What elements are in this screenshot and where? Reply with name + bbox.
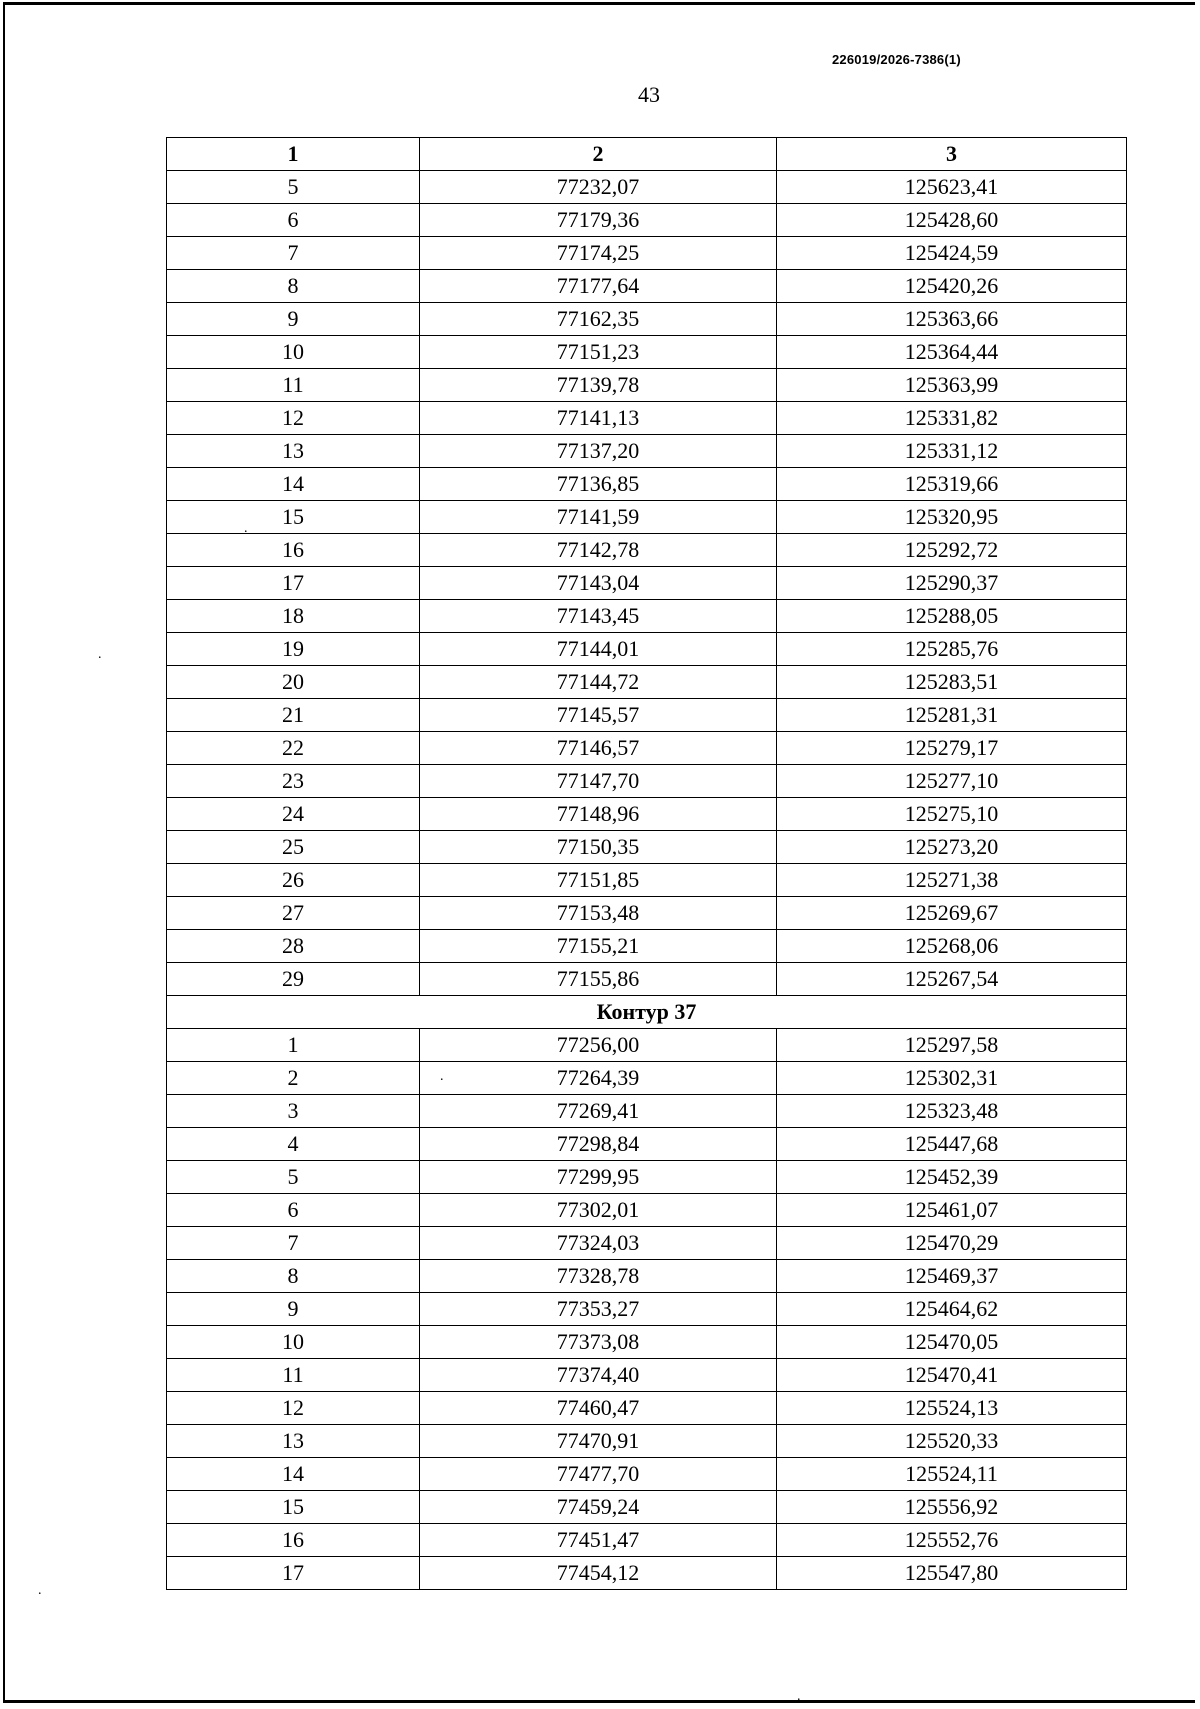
x-coordinate-cell: 77136,85 [420, 468, 777, 501]
table-row [167, 435, 1127, 468]
scan-speck: . [98, 647, 102, 662]
x-coordinate-cell: 77150,35 [420, 831, 777, 864]
x-coordinate-cell: 77460,47 [420, 1392, 777, 1425]
x-coordinate-cell: 77269,41 [420, 1095, 777, 1128]
point-number-cell: 11 [167, 1359, 420, 1392]
point-number-cell: 26 [167, 864, 420, 897]
point-number-cell: 17 [167, 567, 420, 600]
y-coordinate-cell: 125464,62 [777, 1293, 1127, 1326]
point-number-cell: 24 [167, 798, 420, 831]
table-body-before-section [167, 171, 1127, 996]
point-number-cell: 27 [167, 897, 420, 930]
y-coordinate-cell: 125420,26 [777, 270, 1127, 303]
section-header-group [167, 996, 1127, 1029]
table-row [167, 1062, 1127, 1095]
y-coordinate-cell: 125623,41 [777, 171, 1127, 204]
x-coordinate-cell: 77151,85 [420, 864, 777, 897]
y-coordinate-cell: 125470,29 [777, 1227, 1127, 1260]
point-number-cell: 6 [167, 1194, 420, 1227]
x-coordinate-cell: 77451,47 [420, 1524, 777, 1557]
y-coordinate-cell: 125461,07 [777, 1194, 1127, 1227]
table-row [167, 204, 1127, 237]
x-coordinate-cell: 77177,64 [420, 270, 777, 303]
table-row [167, 1491, 1127, 1524]
table-row [167, 864, 1127, 897]
x-coordinate-cell: 77302,01 [420, 1194, 777, 1227]
table-row [167, 303, 1127, 336]
scan-speck: . [797, 1689, 801, 1704]
x-coordinate-cell: 77155,86 [420, 963, 777, 996]
point-number-cell: 5 [167, 1161, 420, 1194]
header-col-1: 1 [167, 138, 420, 171]
table-row [167, 897, 1127, 930]
x-coordinate-cell: 77324,03 [420, 1227, 777, 1260]
x-coordinate-cell: 77374,40 [420, 1359, 777, 1392]
point-number-cell: 29 [167, 963, 420, 996]
x-coordinate-cell: 77144,72 [420, 666, 777, 699]
y-coordinate-cell: 125319,66 [777, 468, 1127, 501]
x-coordinate-cell: 77179,36 [420, 204, 777, 237]
point-number-cell: 14 [167, 468, 420, 501]
x-coordinate-cell: 77155,21 [420, 930, 777, 963]
y-coordinate-cell: 125275,10 [777, 798, 1127, 831]
table-row [167, 1293, 1127, 1326]
point-number-cell: 1 [167, 1029, 420, 1062]
point-number-cell: 18 [167, 600, 420, 633]
y-coordinate-cell: 125290,37 [777, 567, 1127, 600]
table-row [167, 468, 1127, 501]
point-number-cell: 9 [167, 1293, 420, 1326]
y-coordinate-cell: 125281,31 [777, 699, 1127, 732]
table-row [167, 171, 1127, 204]
y-coordinate-cell: 125452,39 [777, 1161, 1127, 1194]
y-coordinate-cell: 125524,13 [777, 1392, 1127, 1425]
table-row [167, 1095, 1127, 1128]
point-number-cell: 2 [167, 1062, 420, 1095]
point-number-cell: 6 [167, 204, 420, 237]
x-coordinate-cell: 77373,08 [420, 1326, 777, 1359]
point-number-cell: 11 [167, 369, 420, 402]
x-coordinate-cell: 77256,00 [420, 1029, 777, 1062]
table-row [167, 798, 1127, 831]
y-coordinate-cell: 125547,80 [777, 1557, 1127, 1590]
y-coordinate-cell: 125363,66 [777, 303, 1127, 336]
x-coordinate-cell: 77143,04 [420, 567, 777, 600]
y-coordinate-cell: 125469,37 [777, 1260, 1127, 1293]
x-coordinate-cell: 77153,48 [420, 897, 777, 930]
point-number-cell: 15 [167, 501, 420, 534]
point-number-cell: 12 [167, 402, 420, 435]
x-coordinate-cell: 77145,57 [420, 699, 777, 732]
table-header [167, 138, 1127, 171]
y-coordinate-cell: 125331,82 [777, 402, 1127, 435]
y-coordinate-cell: 125288,05 [777, 600, 1127, 633]
table-row [167, 1524, 1127, 1557]
y-coordinate-cell: 125285,76 [777, 633, 1127, 666]
document-id: 226019/2026-7386(1) [832, 52, 961, 67]
table-row [167, 402, 1127, 435]
x-coordinate-cell: 77144,01 [420, 633, 777, 666]
point-number-cell: 8 [167, 270, 420, 303]
x-coordinate-cell: 77142,78 [420, 534, 777, 567]
y-coordinate-cell: 125524,11 [777, 1458, 1127, 1491]
page-number: 43 [638, 82, 660, 107]
point-number-cell: 20 [167, 666, 420, 699]
point-number-cell: 10 [167, 336, 420, 369]
point-number-cell: 12 [167, 1392, 420, 1425]
table-row [167, 369, 1127, 402]
y-coordinate-cell: 125520,33 [777, 1425, 1127, 1458]
point-number-cell: 14 [167, 1458, 420, 1491]
point-number-cell: 16 [167, 1524, 420, 1557]
point-number-cell: 4 [167, 1128, 420, 1161]
point-number-cell: 25 [167, 831, 420, 864]
y-coordinate-cell: 125364,44 [777, 336, 1127, 369]
table-body-after-section [167, 1029, 1127, 1590]
point-number-cell: 13 [167, 1425, 420, 1458]
x-coordinate-cell: 77147,70 [420, 765, 777, 798]
point-number-cell: 22 [167, 732, 420, 765]
table-row [167, 1326, 1127, 1359]
x-coordinate-cell: 77264,39 [420, 1062, 777, 1095]
table-row [167, 501, 1127, 534]
section-title: Контур 37 [167, 996, 1127, 1029]
y-coordinate-cell: 125447,68 [777, 1128, 1127, 1161]
point-number-cell: 10 [167, 1326, 420, 1359]
x-coordinate-cell: 77146,57 [420, 732, 777, 765]
y-coordinate-cell: 125269,67 [777, 897, 1127, 930]
y-coordinate-cell: 125470,41 [777, 1359, 1127, 1392]
y-coordinate-cell: 125277,10 [777, 765, 1127, 798]
table-row [167, 600, 1127, 633]
point-number-cell: 17 [167, 1557, 420, 1590]
scan-speck: . [244, 521, 248, 536]
x-coordinate-cell: 77137,20 [420, 435, 777, 468]
y-coordinate-cell: 125331,12 [777, 435, 1127, 468]
x-coordinate-cell: 77151,23 [420, 336, 777, 369]
table-row [167, 567, 1127, 600]
x-coordinate-cell: 77232,07 [420, 171, 777, 204]
x-coordinate-cell: 77454,12 [420, 1557, 777, 1590]
y-coordinate-cell: 125302,31 [777, 1062, 1127, 1095]
y-coordinate-cell: 125470,05 [777, 1326, 1127, 1359]
point-number-cell: 9 [167, 303, 420, 336]
table-row [167, 699, 1127, 732]
table-row [167, 963, 1127, 996]
table-row [167, 1392, 1127, 1425]
x-coordinate-cell: 77148,96 [420, 798, 777, 831]
table-row [167, 1260, 1127, 1293]
x-coordinate-cell: 77174,25 [420, 237, 777, 270]
x-coordinate-cell: 77143,45 [420, 600, 777, 633]
y-coordinate-cell: 125297,58 [777, 1029, 1127, 1062]
x-coordinate-cell: 77353,27 [420, 1293, 777, 1326]
x-coordinate-cell: 77162,35 [420, 303, 777, 336]
table-row [167, 1194, 1127, 1227]
x-coordinate-cell: 77299,95 [420, 1161, 777, 1194]
table-row [167, 534, 1127, 567]
y-coordinate-cell: 125556,92 [777, 1491, 1127, 1524]
y-coordinate-cell: 125273,20 [777, 831, 1127, 864]
y-coordinate-cell: 125292,72 [777, 534, 1127, 567]
table-row [167, 666, 1127, 699]
y-coordinate-cell: 125323,48 [777, 1095, 1127, 1128]
x-coordinate-cell: 77139,78 [420, 369, 777, 402]
point-number-cell: 19 [167, 633, 420, 666]
table-row [167, 1161, 1127, 1194]
table-row [167, 1128, 1127, 1161]
y-coordinate-cell: 125424,59 [777, 237, 1127, 270]
section-row [167, 996, 1127, 1029]
point-number-cell: 13 [167, 435, 420, 468]
point-number-cell: 8 [167, 1260, 420, 1293]
y-coordinate-cell: 125428,60 [777, 204, 1127, 237]
y-coordinate-cell: 125271,38 [777, 864, 1127, 897]
table-row [167, 831, 1127, 864]
point-number-cell: 21 [167, 699, 420, 732]
y-coordinate-cell: 125279,17 [777, 732, 1127, 765]
table-row [167, 633, 1127, 666]
y-coordinate-cell: 125552,76 [777, 1524, 1127, 1557]
scan-speck: . [38, 1583, 42, 1598]
point-number-cell: 7 [167, 237, 420, 270]
table-row [167, 1029, 1127, 1062]
table-row [167, 1425, 1127, 1458]
point-number-cell: 16 [167, 534, 420, 567]
x-coordinate-cell: 77477,70 [420, 1458, 777, 1491]
table-row [167, 930, 1127, 963]
x-coordinate-cell: 77141,13 [420, 402, 777, 435]
table-row [167, 1458, 1127, 1491]
x-coordinate-cell: 77470,91 [420, 1425, 777, 1458]
y-coordinate-cell: 125267,54 [777, 963, 1127, 996]
table-row [167, 336, 1127, 369]
header-col-2: 2 [420, 138, 777, 171]
table-row [167, 1227, 1127, 1260]
scan-speck: . [440, 1069, 444, 1084]
y-coordinate-cell: 125320,95 [777, 501, 1127, 534]
table-row [167, 1557, 1127, 1590]
table-row [167, 732, 1127, 765]
point-number-cell: 7 [167, 1227, 420, 1260]
header-row [167, 138, 1127, 171]
x-coordinate-cell: 77141,59 [420, 501, 777, 534]
x-coordinate-cell: 77459,24 [420, 1491, 777, 1524]
y-coordinate-cell: 125363,99 [777, 369, 1127, 402]
table-row [167, 237, 1127, 270]
table-row [167, 765, 1127, 798]
point-number-cell: 3 [167, 1095, 420, 1128]
point-number-cell: 15 [167, 1491, 420, 1524]
header-col-3: 3 [777, 138, 1127, 171]
point-number-cell: 28 [167, 930, 420, 963]
point-number-cell: 23 [167, 765, 420, 798]
table-row [167, 270, 1127, 303]
x-coordinate-cell: 77328,78 [420, 1260, 777, 1293]
y-coordinate-cell: 125268,06 [777, 930, 1127, 963]
point-number-cell: 5 [167, 171, 420, 204]
x-coordinate-cell: 77298,84 [420, 1128, 777, 1161]
y-coordinate-cell: 125283,51 [777, 666, 1127, 699]
table-row [167, 1359, 1127, 1392]
coordinates-table [166, 137, 1127, 1590]
